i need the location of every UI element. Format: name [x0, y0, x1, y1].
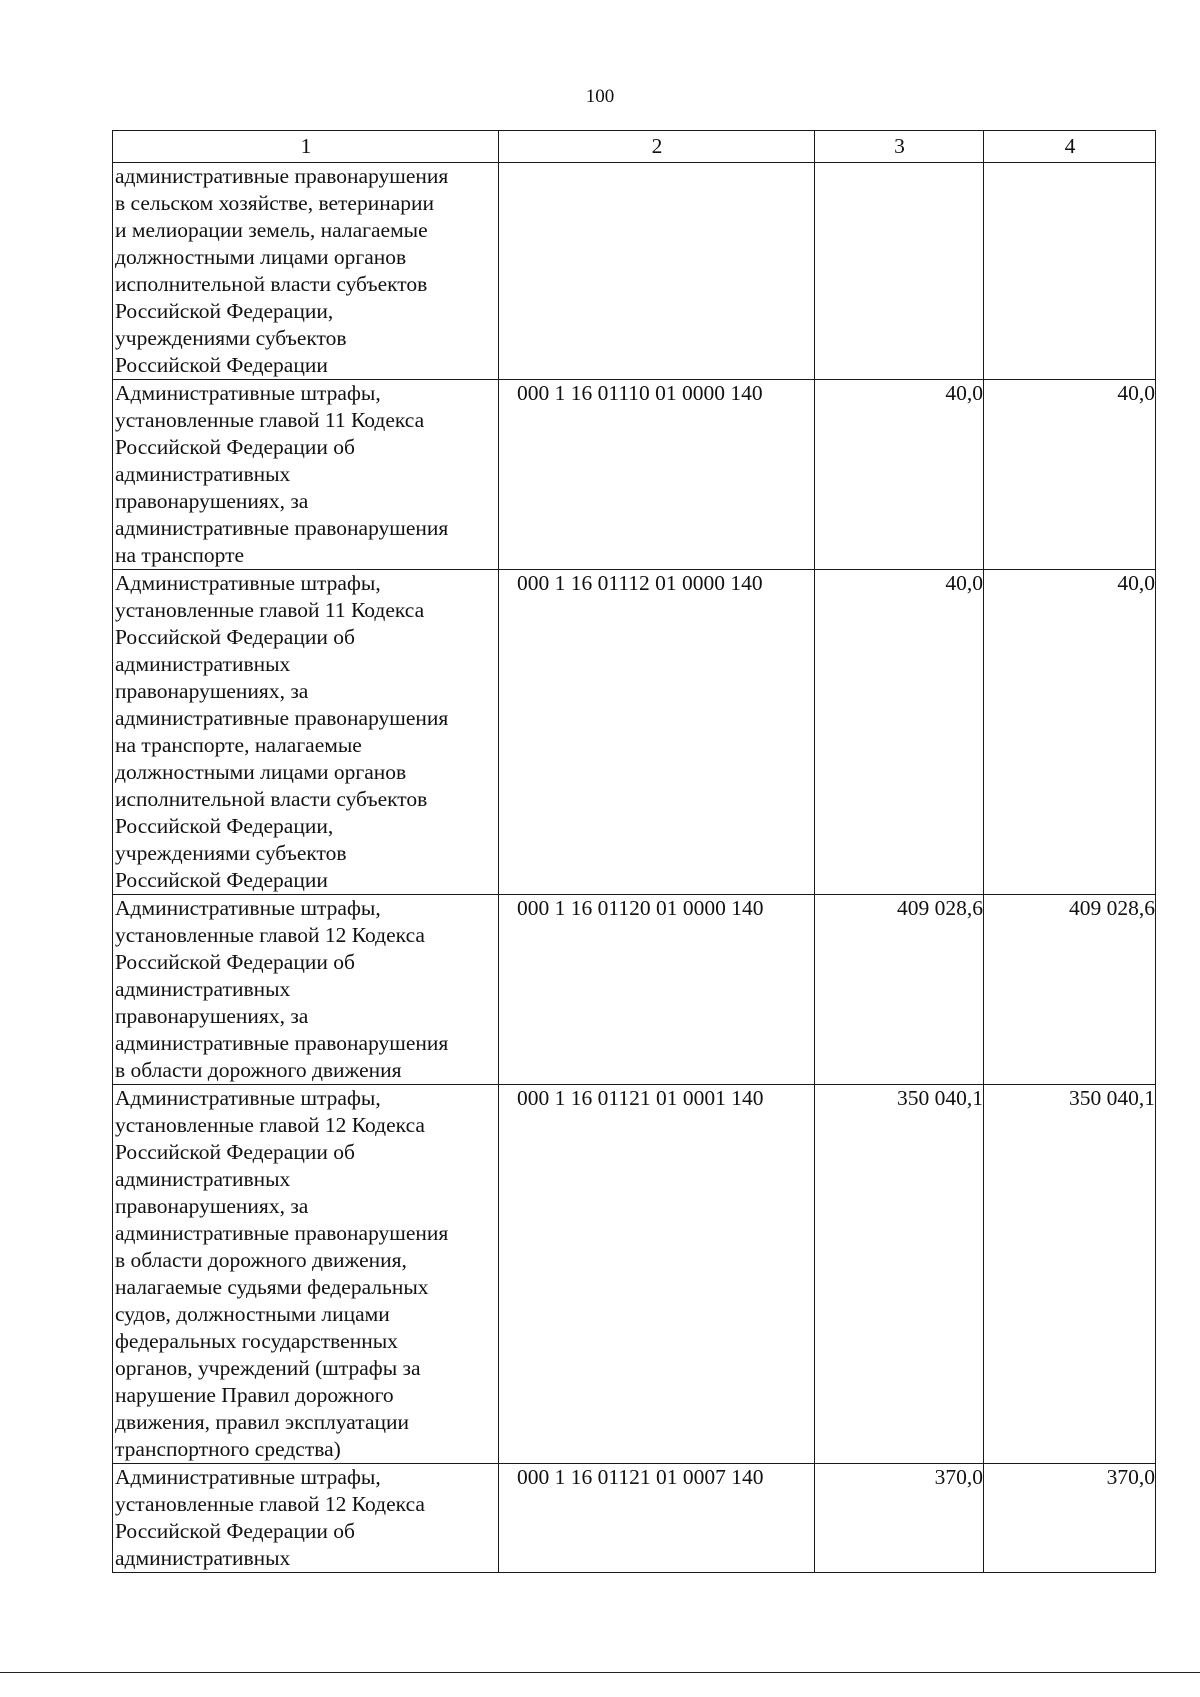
row-name: административные правонарушения в сельском хозяйстве, ветеринарии и мелиорации земель, налагаемые должностными лицами органов исполнительной власти субъектов Российской Федерации, учреждениями субъектов Российской Федерации	[113, 163, 499, 380]
row-name: Административные штрафы, установленные главой 12 Кодекса Российской Федерации об административных правонарушениях, за административные правонарушения в области дорожного движения, налагаемые судьями федеральных судов, должностными лицами федеральных государственных органов, учреждений (штрафы за нарушение Правил дорожного движения, правил эксплуатации транспортного средства)	[113, 1085, 499, 1464]
row-name: Административные штрафы, установленные главой 12 Кодекса Российской Федерации об административных правонарушениях, за административные правонарушения в области дорожного движения	[113, 895, 499, 1085]
column-header-2: 2	[499, 131, 815, 163]
row-value-3: 409 028,6	[815, 895, 984, 1085]
table-row	[113, 1464, 1156, 1573]
row-value-4: 370,0	[984, 1464, 1156, 1573]
row-name: Административные штрафы, установленные главой 12 Кодекса Российской Федерации об административных	[113, 1464, 499, 1573]
table-row	[113, 570, 1156, 895]
row-code: 000 1 16 01121 01 0001 140	[499, 1085, 815, 1464]
row-value-4: 350 040,1	[984, 1085, 1156, 1464]
row-value-3: 40,0	[815, 380, 984, 570]
row-name: Административные штрафы, установленные главой 11 Кодекса Российской Федерации об административных правонарушениях, за административные правонарушения на транспорте	[113, 380, 499, 570]
row-value-3: 40,0	[815, 570, 984, 895]
table-row	[113, 895, 1156, 1085]
table-row	[113, 1085, 1156, 1464]
row-value-4: 40,0	[984, 380, 1156, 570]
row-code: 000 1 16 01120 01 0000 140	[499, 895, 815, 1085]
row-value-4: 40,0	[984, 570, 1156, 895]
table-row	[113, 163, 1156, 380]
row-value-4: 409 028,6	[984, 895, 1156, 1085]
row-name: Административные штрафы, установленные главой 11 Кодекса Российской Федерации об административных правонарушениях, за административные правонарушения на транспорте, налагаемые должностными лицами органов исполнительной власти субъектов Российской Федерации, учреждениями субъектов Российской Федерации	[113, 570, 499, 895]
table-header-row	[113, 131, 1156, 163]
column-header-3: 3	[815, 131, 984, 163]
row-value-3	[815, 163, 984, 380]
row-value-4	[984, 163, 1156, 380]
row-code: 000 1 16 01112 01 0000 140	[499, 570, 815, 895]
column-header-1: 1	[113, 131, 499, 163]
row-value-3: 350 040,1	[815, 1085, 984, 1464]
table-row	[113, 380, 1156, 570]
budget-revenue-table	[112, 130, 1156, 1573]
page-number: 100	[585, 86, 615, 107]
row-code: 000 1 16 01110 01 0000 140	[499, 380, 815, 570]
footer-divider	[0, 1672, 1200, 1673]
row-value-3: 370,0	[815, 1464, 984, 1573]
row-code: 000 1 16 01121 01 0007 140	[499, 1464, 815, 1573]
column-header-4: 4	[984, 131, 1156, 163]
row-code	[499, 163, 815, 380]
